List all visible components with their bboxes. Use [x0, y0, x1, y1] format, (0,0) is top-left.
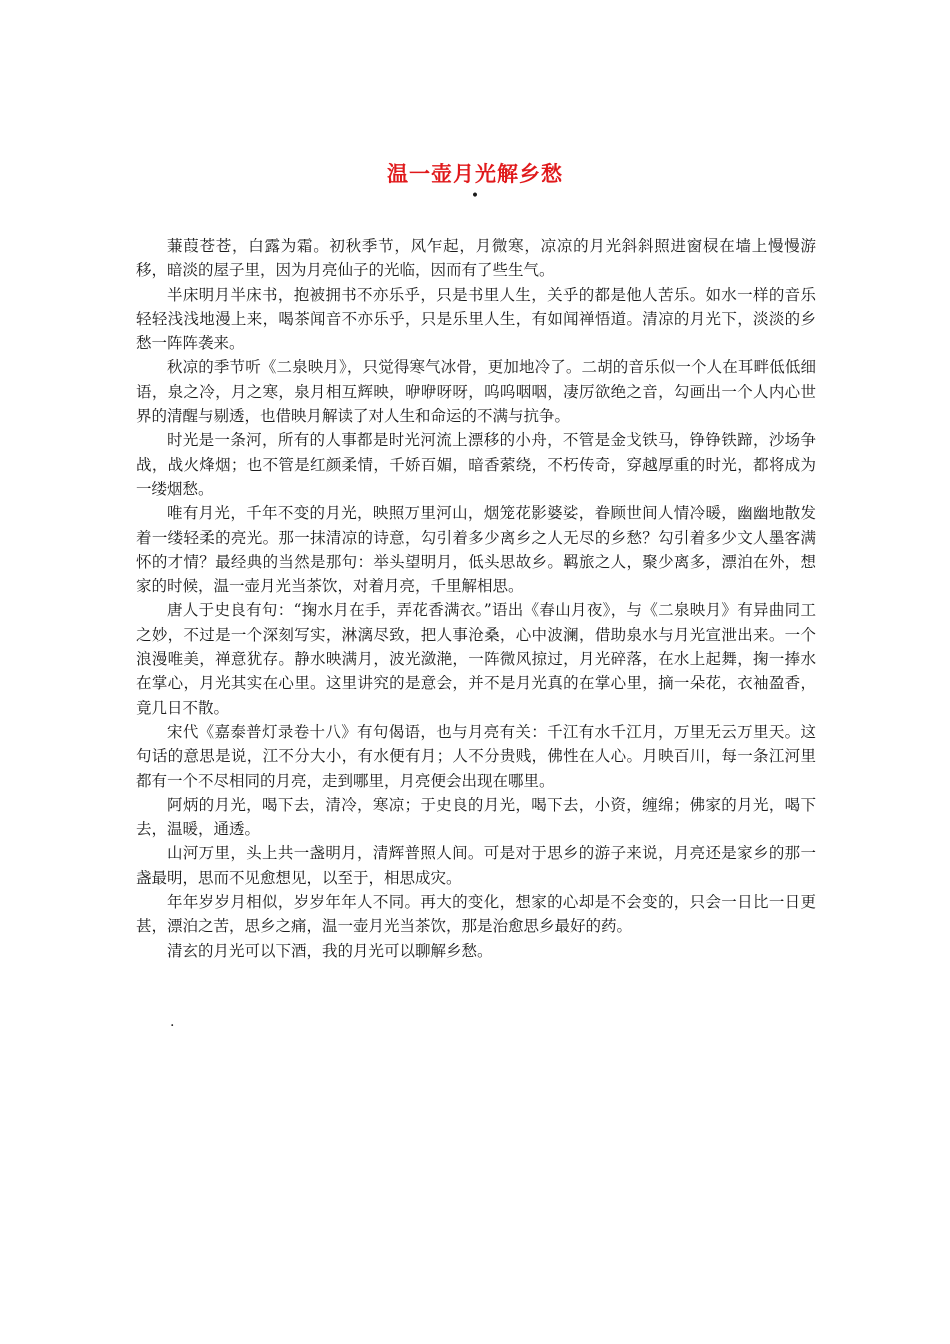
paragraph: 时光是一条河，所有的人事都是时光河流上漂移的小舟，不管是金戈铁马，铮铮铁蹄，沙场争战，战火烽烟；也不管是红颜柔情，千娇百媚，暗香萦绕，不朽传奇，穿越厚重的时光，都将成为一缕烟愁。 — [136, 431, 816, 498]
paragraph: 秋凉的季节听《二泉映月》，只觉得寒气冰骨，更加地冷了。二胡的音乐似一个人在耳畔低低细语，泉之冷，月之寒，泉月相互辉映，咿咿呀呀，呜呜咽咽，凄厉欲绝之音，勾画出一个人内心世界的清醒与剔透，也借映月解读了对人生和命运的不满与抗争。 — [136, 358, 816, 426]
page-title: 温一壶月光解乡愁 — [387, 161, 563, 186]
article-body — [136, 234, 816, 963]
paragraph: 年年岁岁月相似，岁岁年年人不同。再大的变化，想家的心却是不会变的，只会一日比一日更甚，漂泊之苦，思乡之痛，温一壶月光当茶饮，那是治愈思乡最好的药。 — [136, 893, 816, 936]
paragraph: 唐人于史良有句：“掬水月在手，弄花香满衣。”语出《春山月夜》，与《二泉映月》有异曲同工之妙，不过是一个深刻写实，淋漓尽致，把人事沧桑，心中波澜，借助泉水与月光宣泄出来。一个浪漫唯美，禅意犹存。静水映满月，波光潋滟，一阵微风掠过，月光碎落，在水上起舞，掬一捧水在掌心，月光其实在心里。这里讲究的是意会，并不是月光真的在掌心里，摘一朵花，衣袖盈香，竟几日不散。 — [136, 601, 816, 717]
title-bullet: • — [470, 188, 480, 204]
paragraph: 蒹葭苍苍，白露为霜。初秋季节，风乍起，月微寒，凉凉的月光斜斜照进窗棂在墙上慢慢游移，暗淡的屋子里，因为月亮仙子的光临，因而有了些生气。 — [136, 237, 816, 280]
paragraph: 半床明月半床书，抱被拥书不亦乐乎，只是书里人生，关乎的都是他人苦乐。如水一样的音乐轻轻浅浅地漫上来，喝茶闻音不亦乐乎，只是乐里人生，有如闻禅悟道。清凉的月光下，淡淡的乡愁一阵阵袭来。 — [136, 285, 816, 353]
paragraph: 阿炳的月光，喝下去，清冷，寒凉；于史良的月光，喝下去，小资，缠绵；佛家的月光，喝下去，温暖，通透。 — [136, 795, 816, 839]
paragraph: 清玄的月光可以下酒，我的月光可以聊解乡愁。 — [167, 941, 493, 960]
trailing-mark: . — [170, 1014, 175, 1030]
paragraph: 山河万里，头上共一盏明月，清辉普照人间。可是对于思乡的游子来说，月亮还是家乡的那一盏最明，思而不见愈想见，以至于，相思成灾。 — [136, 844, 816, 887]
paragraph: 唯有月光，千年不变的月光，映照万里河山，烟笼花影婆娑，眷顾世间人情冷暖，幽幽地散发着一缕轻柔的亮光。那一抹清凉的诗意，勾引着多少离乡之人无尽的乡愁？勾引着多少文人墨客满怀的才情？最经典的当然是那句：举头望明月，低头思故乡。羁旅之人，聚少离多，漂泊在外，想家的时候，温一壶月光当茶饮，对着月亮，千里解相思。 — [136, 504, 816, 596]
paragraph: 宋代《嘉泰普灯录卷十八》有句偈语，也与月亮有关：千江有水千江月，万里无云万里天。这句话的意思是说，江不分大小，有水便有月；人不分贵贱，佛性在人心。月映百川，每一条江河里都有一个不尽相同的月亮，走到哪里，月亮便会出现在哪里。 — [136, 722, 816, 790]
